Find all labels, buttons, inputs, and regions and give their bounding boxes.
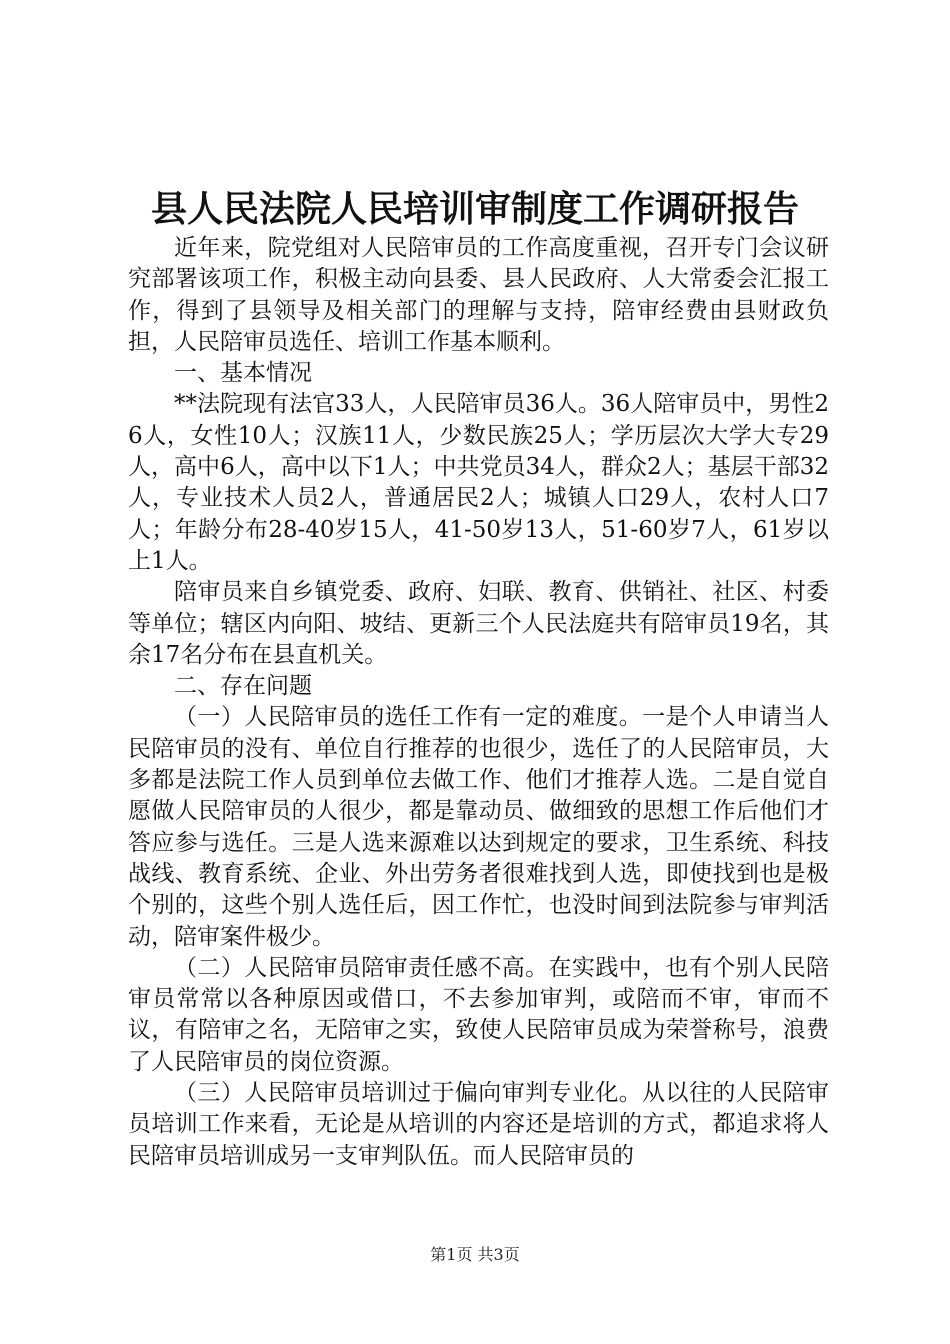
paragraph-intro: 近年来，院党组对人民陪审员的工作高度重视，召开专门会议研究部署该项工作，积极主动向县委、县人民政府、人大常委会汇报工作，得到了县领导及相关部门的理解与支持，陪审经费由县财政负担，人民陪审员选任、培训工作基本顺利。 bbox=[128, 235, 829, 355]
paragraph-sources: 陪审员来自乡镇党委、政府、妇联、教育、供销社、社区、村委等单位；辖区内向阳、坡结、更新三个人民法庭共有陪审员19名，其余17名分布在县直机关。 bbox=[128, 579, 829, 668]
paragraph-statistics: **法院现有法官33人，人民陪审员36人。36人陪审员中，男性26人，女性10人；汉族11人，少数民族25人；学历层次大学大专29人，高中6人，高中以下1人；中共党员34人，群众2人；基层干部32人，专业技术人员2人，普通居民2人；城镇人口29人，农村人口7人；年龄分布28-40岁15人，41-50岁13人，51-60岁7人，61岁以上1人。 bbox=[128, 391, 829, 574]
paragraph-problem-1: （一）人民陪审员的选任工作有一定的难度。一是个人申请当人民陪审员的没有、单位自行推荐的也很少，选任了的人民陪审员，大多都是法院工作人员到单位去做工作、他们才推荐人选。二是自觉自愿做人民陪审员的人很少，都是靠动员、做细致的思想工作后他们才答应参与选任。三是人选来源难以达到规定的要求，卫生系统、科技战线、教育系统、企业、外出劳务者很难找到人选，即使找到也是极个别的，这些个别人选任后，因工作忙，也没时间到法院参与审判活动，陪审案件极少。 bbox=[128, 704, 829, 950]
document-title: 县人民法院人民培训审制度工作调研报告 bbox=[150, 188, 799, 230]
document-body bbox=[128, 233, 829, 1172]
paragraph-problem-3: （三）人民陪审员培训过于偏向审判专业化。从以往的人民陪审员培训工作来看，无论是从培训的内容还是培训的方式，都追求将人民陪审员培训成另一支审判队伍。而人民陪审员的 bbox=[128, 1080, 829, 1169]
section-heading-problems: 二、存在问题 bbox=[174, 673, 312, 700]
paragraph-problem-2: （二）人民陪审员陪审责任感不高。在实践中，也有个别人民陪审员常常以各种原因或借口，不去参加审判，或陪而不审，审而不议，有陪审之名，无陪审之实，致使人民陪审员成为荣誉称号，浪费了人民陪审员的岗位资源。 bbox=[128, 954, 829, 1075]
page-number-footer: 第1页 共3页 bbox=[430, 1245, 520, 1264]
section-heading-basic-situation: 一、基本情况 bbox=[174, 360, 312, 387]
